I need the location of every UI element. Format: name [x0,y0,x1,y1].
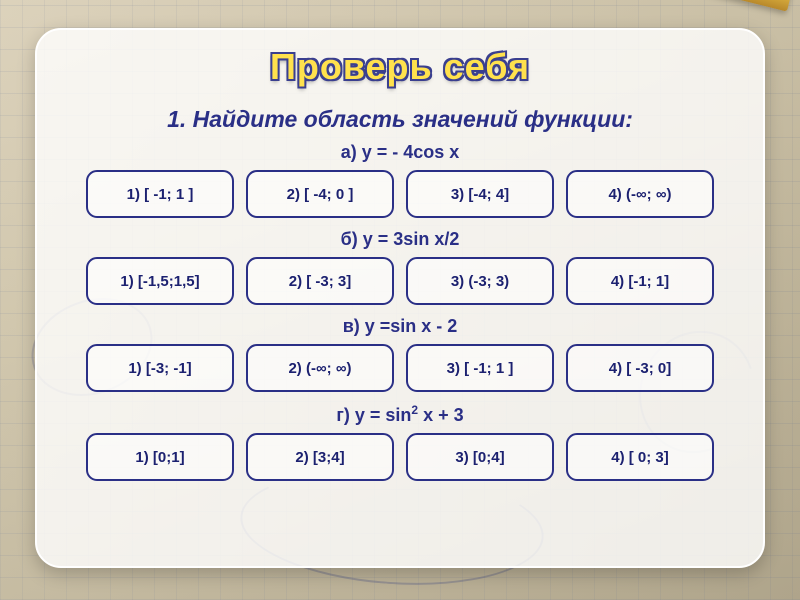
subquestion-label-g [37,403,763,426]
subquestion-label-b: б) y = 3sin x/2 [340,229,460,249]
question-group-g [37,403,763,481]
answer-option[interactable]: 1) [ -1; 1 ] [86,170,234,218]
answer-option[interactable]: 1) [-3; -1] [86,344,234,392]
subquestion-label-v: в) y =sin x - 2 [342,316,458,336]
answer-option[interactable]: 3) [-4; 4] [406,170,554,218]
answer-option[interactable]: 2) [ -3; 3] [246,257,394,305]
subquestion-label-a: а) y = - 4cos x [340,142,460,162]
answer-options-a [37,170,763,218]
question-text: 1. Найдите область значений функции: [167,106,633,132]
answer-option[interactable]: 4) (-∞; ∞) [566,170,714,218]
question-group-a [37,142,763,218]
pencil-decoration [496,0,793,12]
answer-option[interactable]: 3) [0;4] [406,433,554,481]
subquestion-label-g-rest: x + 3 [418,405,464,425]
answer-option[interactable]: 4) [ 0; 3] [566,433,714,481]
question-group-b [37,229,763,305]
content-card [35,28,765,568]
subquestion-label-g-exponent: 2 [411,403,419,417]
subquestion-label-g-base: г) y = sin [336,405,412,425]
answer-option[interactable]: 3) [ -1; 1 ] [406,344,554,392]
answer-option[interactable]: 4) [ -3; 0] [566,344,714,392]
slide-title: Проверь себя [270,46,530,87]
answer-options-v [37,344,763,392]
answer-option[interactable]: 2) [3;4] [246,433,394,481]
answer-option[interactable]: 1) [0;1] [86,433,234,481]
answer-option[interactable]: 2) [ -4; 0 ] [246,170,394,218]
answer-options-g [37,433,763,481]
question-group-v [37,316,763,392]
answer-option[interactable]: 2) (-∞; ∞) [246,344,394,392]
answer-option[interactable]: 4) [-1; 1] [566,257,714,305]
answer-options-b [37,257,763,305]
answer-option[interactable]: 3) (-3; 3) [406,257,554,305]
answer-option[interactable]: 1) [-1,5;1,5] [86,257,234,305]
